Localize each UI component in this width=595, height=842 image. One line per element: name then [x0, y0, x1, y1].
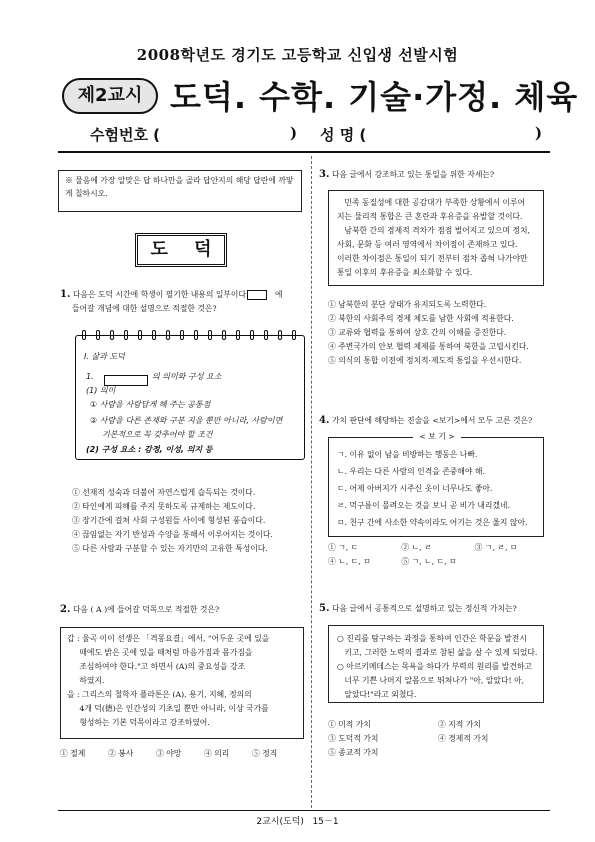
q1-blank-box	[247, 290, 267, 300]
q1-text-b: 에	[274, 290, 283, 299]
q2-passage-line: 때에도 밝은 곳에 있을 때처럼 마음가짐과 몸가짐을	[67, 648, 253, 657]
subject-label: 도 덕	[135, 233, 227, 267]
q5-passage-line: 너무 기쁜 나머지 알몸으로 뛰쳐나가 "아, 알았다! 아,	[337, 676, 525, 685]
q2-options	[60, 747, 300, 761]
column-divider	[311, 156, 312, 808]
q1-option[interactable]: ③ 장기간에 걸쳐 사회 구성원들 사이에 형성된 풍습이다.	[72, 516, 266, 525]
q4-number: 4.	[319, 415, 330, 426]
q3-passage-line: 남북한 간의 경제적 격차가 점점 벌어지고 있으며 정치,	[337, 226, 530, 235]
q2-option[interactable]: ④ 의리	[204, 749, 230, 758]
q2-passage-line: 조심하여야 한다."고 하면서 (A)의 중요성을 강조	[67, 662, 246, 671]
q1-option[interactable]: ④ 끊임없는 자기 반성과 수양을 통해서 이루어지는 것이다.	[72, 530, 273, 539]
notes-line5: 기본적으로 꼭 갖추어야 할 조건	[102, 430, 213, 439]
q2-option[interactable]: ③ 야망	[156, 749, 182, 758]
notes-line2: (1) 의미	[86, 386, 116, 395]
q3-text: 다음 글에서 강조하고 있는 통일을 위한 자세는?	[331, 170, 495, 179]
q4-bogi-box	[328, 432, 544, 537]
header-rule	[58, 151, 550, 153]
q4-option[interactable]: ⑤ ㄱ, ㄴ, ㄷ, ㅁ	[401, 557, 457, 566]
notes-line1-a: 1.	[86, 372, 94, 381]
notepad-box	[75, 335, 305, 460]
q3-number: 3.	[319, 169, 330, 180]
notes-blank-box	[104, 375, 148, 386]
q5-passage-line: ○ 아르키메데스는 목욕을 하다가 부력의 원리를 발견하고	[337, 662, 532, 671]
notes-line6: (2) 구성 요소 : 감정, 이성, 의지 등	[86, 445, 213, 454]
q1-number: 1.	[60, 289, 71, 300]
q3-option[interactable]: ⑤ 의식의 통합 이전에 정치적·제도적 통일을 우선시한다.	[328, 356, 522, 365]
q2-option[interactable]: ① 절제	[60, 749, 86, 758]
q4-bogi-line: ㅁ. 친구 간에 사소한 약속이라도 어기는 것은 옳지 않아.	[337, 518, 528, 527]
q2-number: 2.	[60, 604, 71, 615]
q2-passage-line: 형성하는 기본 덕목이라고 강조하였어.	[67, 718, 210, 727]
q5-passage-line: ○ 진리를 탐구하는 과정을 통하여 인간은 학문을 발전시	[337, 634, 527, 643]
q2-text: 다음 ( A )에 들어갈 덕목으로 적절한 것은?	[72, 605, 220, 614]
q5-option[interactable]: ② 지적 가치	[438, 720, 481, 729]
q4-bogi-title-wrap	[329, 431, 545, 442]
q2-passage-box	[60, 627, 304, 739]
q4-option[interactable]: ③ ㄱ, ㄹ, ㅁ	[474, 543, 518, 552]
q3-passage-line: 지는 물리적 통합은 큰 혼란과 후유증을 유발할 것이다.	[337, 212, 523, 221]
name-label: 성 명 (	[320, 126, 367, 144]
q2-stem	[60, 603, 219, 617]
q2-passage-line: 하였지.	[67, 676, 105, 685]
q2-option[interactable]: ⑤ 정직	[252, 749, 278, 758]
page-footer: 2교시(도덕) 15－1	[256, 817, 339, 827]
q4-bogi-line: ㄷ. 어제 아버지가 시주신 옷이 너무나도 좋아.	[337, 484, 493, 493]
q3-stem	[319, 168, 494, 182]
notes-heading: Ⅰ. 삶과 도덕	[84, 352, 125, 361]
q3-passage-line: 이러한 차이점은 통일이 되기 전부터 점차 좁혀 나가야만	[337, 254, 528, 263]
q3-passage-line: 통일 이후의 후유증을 최소화할 수 있다.	[337, 268, 473, 277]
q2-passage-line: 을 : 그리스의 철학자 플라톤은 (A), 용기, 지혜, 정의의	[67, 690, 252, 699]
q1-option[interactable]: ⑤ 다른 사람과 구분할 수 있는 자기만의 고유한 특성이다.	[72, 544, 268, 553]
q3-option[interactable]: ② 북한의 사회주의 경제 체도를 남한 사회에 적용한다.	[328, 314, 514, 323]
q5-options	[328, 718, 548, 760]
q4-option[interactable]: ② ㄴ, ㄹ	[401, 543, 432, 552]
q1-options	[72, 486, 273, 556]
notes-line4: ② 사람을 다른 존재와 구분 지을 뿐만 아니라, 사람이면	[90, 416, 283, 425]
q4-option[interactable]: ① ㄱ, ㄷ	[328, 543, 359, 552]
q4-bogi-title: < 보 기 >	[413, 432, 461, 441]
notes-line1-b: 의 의미와 구성 요소	[152, 372, 222, 381]
exam-title: 2008학년도 경기도 고등학교 신입생 선발시험	[136, 46, 459, 64]
q3-option[interactable]: ③ 교류와 협력을 통하여 상호 간의 이해를 증진한다.	[328, 328, 507, 337]
notice-box	[58, 170, 302, 212]
exam-number-label: 수험번호 (	[90, 126, 161, 144]
q5-stem	[319, 602, 517, 616]
q5-passage-line: 키고, 그러한 노력의 결과로 참된 삶을 살 수 있게 되었다.	[337, 648, 538, 657]
q5-text: 다음 글에서 공통적으로 설명하고 있는 정신적 가치는?	[331, 604, 517, 613]
q5-option[interactable]: ⑤ 종교적 가치	[328, 748, 379, 757]
footer-rule	[58, 810, 550, 811]
exam-number-close: )	[290, 124, 298, 142]
q1-text-a: 다음은 도덕 시간에 학생이 필기한 내용의 일부이다.	[72, 290, 249, 299]
name-close: )	[535, 124, 543, 142]
q4-option[interactable]: ④ ㄴ, ㄷ, ㅁ	[328, 557, 371, 566]
q5-option[interactable]: ④ 경제적 가치	[438, 734, 489, 743]
q4-text: 가치 판단에 해당하는 진술을 <보기>에서 모두 고른 것은?	[331, 416, 533, 425]
q2-option[interactable]: ② 봉사	[108, 749, 134, 758]
q3-options	[328, 298, 529, 368]
q3-option[interactable]: ④ 주변국가의 안보 협력 체제를 통하여 북한을 고립시킨다.	[328, 342, 529, 351]
q4-bogi-line: ㄹ. 먹구름이 몰려오는 것을 보니 곧 비가 내리겠네.	[337, 501, 510, 510]
q4-bogi-line: ㄱ. 이유 없이 남을 비방하는 행동은 나빠.	[337, 450, 478, 459]
q5-passage-line: 알았다!"라고 외쳤다.	[337, 690, 417, 699]
q5-passage-box	[328, 625, 544, 703]
q1-text-c: 들어갈 개념에 대한 설명으로 적절한 것은?	[72, 304, 217, 313]
q3-passage-box	[328, 190, 544, 286]
q2-passage-line: 4개 덕(德)은 인간성의 기초일 뿐만 아니라, 이상 국가를	[67, 704, 269, 713]
notes-line3: ① 사람을 사람답게 해 주는 공통점	[90, 400, 211, 409]
q2-passage-line: 갑 : 율곡 이이 선생은 「격몽요결」에서, "어두운 곳에 있을	[67, 634, 270, 643]
q1-option[interactable]: ② 타인에게 피해를 주지 못하도록 규제하는 제도이다.	[72, 502, 256, 511]
q3-passage-line: 사회, 문화 등 여러 영역에서 차이점이 존재하고 있다.	[337, 240, 518, 249]
q4-stem	[319, 414, 532, 428]
q5-number: 5.	[319, 603, 330, 614]
q4-bogi-line: ㄴ. 우리는 다른 사람의 인격을 존중해야 해.	[337, 467, 485, 476]
q5-option[interactable]: ① 미적 가치	[328, 720, 371, 729]
subjects-title: 도덕. 수학. 기술·가정. 체육	[170, 78, 579, 116]
q1-stem	[60, 288, 305, 316]
q3-passage-line: 민족 동질성에 대한 공감대가 부족한 상황에서 이루어	[337, 198, 526, 207]
q5-option[interactable]: ③ 도덕적 가치	[328, 734, 379, 743]
notice-text: ※ 물음에 가장 알맞은 답 하나만을 골라 답안지의 해당 답란에 까맣게 칠하시오.	[65, 176, 294, 198]
q4-options	[328, 541, 548, 569]
q3-option[interactable]: ① 남북한의 분단 상태가 유지되도록 노력한다.	[328, 300, 487, 309]
q1-option[interactable]: ① 선재적 성숙과 더불어 자연스럽게 습득되는 것이다.	[72, 488, 256, 497]
session-badge: 제2교시	[62, 78, 158, 114]
